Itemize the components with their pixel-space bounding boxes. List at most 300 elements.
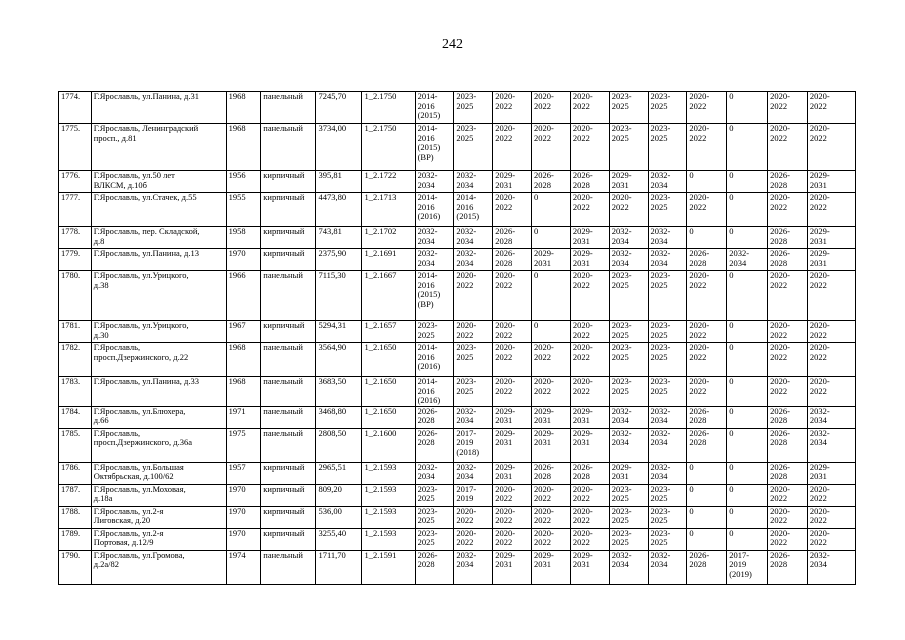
cell-address: Г.Ярославль, ул.Панина, д.33 <box>91 377 226 407</box>
cell-period-7: 2023- 2025 <box>648 506 687 528</box>
cell-period-4: 0 <box>532 227 571 249</box>
cell-year-built: 1968 <box>226 377 261 407</box>
cell-object-code: 1_2.1650 <box>362 343 415 377</box>
cell-period-7: 2032- 2034 <box>648 550 687 584</box>
cell-period-1: 2023- 2025 <box>415 484 454 506</box>
cell-period-1: 2032- 2034 <box>415 171 454 193</box>
cell-period-11: 2032- 2034 <box>807 550 855 584</box>
cell-period-7: 2023- 2025 <box>648 528 687 550</box>
cell-period-11: 2020- 2022 <box>807 271 855 321</box>
cell-object-code: 1_2.1750 <box>362 124 415 171</box>
page-number: 242 <box>442 37 463 52</box>
table-row <box>59 462 856 484</box>
cell-period-3: 2020- 2022 <box>493 343 532 377</box>
cell-period-5: 2026- 2028 <box>570 462 609 484</box>
cell-period-3: 2020- 2022 <box>493 92 532 124</box>
cell-period-10: 2020- 2022 <box>768 377 808 407</box>
cell-wall-material: панельный <box>261 428 316 462</box>
cell-period-2: 2032- 2034 <box>454 550 493 584</box>
cell-address: Г.Ярославль, ул.Стачек, д.55 <box>91 193 226 227</box>
cell-row-number: 1779. <box>59 249 92 271</box>
cell-area: 7245,70 <box>316 92 362 124</box>
cell-period-8: 0 <box>687 171 727 193</box>
cell-period-4: 2029- 2031 <box>532 406 571 428</box>
cell-period-7: 2032- 2034 <box>648 227 687 249</box>
cell-period-3: 2020- 2022 <box>493 321 532 343</box>
cell-period-5: 2020- 2022 <box>570 193 609 227</box>
cell-period-8: 2020- 2022 <box>687 271 727 321</box>
cell-period-8: 2020- 2022 <box>687 343 727 377</box>
cell-period-10: 2026- 2028 <box>768 406 808 428</box>
cell-row-number: 1785. <box>59 428 92 462</box>
cell-period-11: 2029- 2031 <box>807 171 855 193</box>
cell-period-1: 2026- 2028 <box>415 428 454 462</box>
cell-object-code: 1_2.1750 <box>362 92 415 124</box>
cell-period-9: 0 <box>727 271 768 321</box>
cell-wall-material: кирпичный <box>261 193 316 227</box>
cell-period-6: 2023- 2025 <box>609 377 648 407</box>
cell-year-built: 1968 <box>226 92 261 124</box>
cell-area: 395,81 <box>316 171 362 193</box>
cell-period-1: 2014- 2016 (2015) (ВР) <box>415 124 454 171</box>
cell-period-9: 0 <box>727 377 768 407</box>
cell-area: 3564,90 <box>316 343 362 377</box>
cell-period-1: 2014- 2016 (2016) <box>415 377 454 407</box>
cell-wall-material: панельный <box>261 550 316 584</box>
cell-wall-material: кирпичный <box>261 462 316 484</box>
cell-period-11: 2020- 2022 <box>807 124 855 171</box>
cell-period-9: 0 <box>727 462 768 484</box>
cell-area: 1711,70 <box>316 550 362 584</box>
table-row <box>59 271 856 321</box>
cell-period-4: 2020- 2022 <box>532 377 571 407</box>
cell-period-7: 2023- 2025 <box>648 321 687 343</box>
cell-year-built: 1968 <box>226 124 261 171</box>
cell-period-8: 2020- 2022 <box>687 92 727 124</box>
cell-period-3: 2020- 2022 <box>493 124 532 171</box>
table-row <box>59 506 856 528</box>
table-row <box>59 528 856 550</box>
cell-area: 536,00 <box>316 506 362 528</box>
cell-period-8: 2026- 2028 <box>687 406 727 428</box>
cell-period-10: 2026- 2028 <box>768 171 808 193</box>
cell-row-number: 1774. <box>59 92 92 124</box>
cell-period-6: 2023- 2025 <box>609 92 648 124</box>
cell-period-4: 2020- 2022 <box>532 484 571 506</box>
cell-period-11: 2020- 2022 <box>807 528 855 550</box>
cell-period-4: 2020- 2022 <box>532 343 571 377</box>
cell-period-2: 2023- 2025 <box>454 377 493 407</box>
table-row <box>59 484 856 506</box>
cell-period-9: 0 <box>727 171 768 193</box>
cell-period-8: 2026- 2028 <box>687 249 727 271</box>
cell-area: 3468,80 <box>316 406 362 428</box>
cell-row-number: 1788. <box>59 506 92 528</box>
cell-period-8: 0 <box>687 462 727 484</box>
cell-period-4: 0 <box>532 271 571 321</box>
cell-period-8: 0 <box>687 528 727 550</box>
cell-period-4: 2020- 2022 <box>532 506 571 528</box>
cell-period-4: 2020- 2022 <box>532 92 571 124</box>
cell-period-7: 2023- 2025 <box>648 92 687 124</box>
cell-area: 4473,80 <box>316 193 362 227</box>
cell-period-6: 2023- 2025 <box>609 271 648 321</box>
cell-wall-material: кирпичный <box>261 321 316 343</box>
cell-period-10: 2026- 2028 <box>768 462 808 484</box>
table-row <box>59 193 856 227</box>
cell-address: Г.Ярославль, Ленинградский просп., д.81 <box>91 124 226 171</box>
cell-period-10: 2020- 2022 <box>768 484 808 506</box>
cell-period-4: 2029- 2031 <box>532 428 571 462</box>
cell-object-code: 1_2.1593 <box>362 506 415 528</box>
cell-period-9: 0 <box>727 428 768 462</box>
cell-year-built: 1974 <box>226 550 261 584</box>
cell-period-1: 2023- 2025 <box>415 321 454 343</box>
cell-period-11: 2032- 2034 <box>807 428 855 462</box>
cell-period-6: 2032- 2034 <box>609 550 648 584</box>
cell-period-9: 0 <box>727 193 768 227</box>
cell-object-code: 1_2.1593 <box>362 462 415 484</box>
cell-period-8: 2020- 2022 <box>687 193 727 227</box>
cell-period-1: 2023- 2025 <box>415 528 454 550</box>
cell-year-built: 1970 <box>226 506 261 528</box>
cell-period-5: 2020- 2022 <box>570 377 609 407</box>
cell-period-10: 2020- 2022 <box>768 528 808 550</box>
cell-period-9: 0 <box>727 528 768 550</box>
cell-area: 809,20 <box>316 484 362 506</box>
cell-period-2: 2032- 2034 <box>454 227 493 249</box>
cell-period-1: 2032- 2034 <box>415 462 454 484</box>
cell-period-7: 2032- 2034 <box>648 406 687 428</box>
cell-area: 2808,50 <box>316 428 362 462</box>
cell-period-10: 2020- 2022 <box>768 343 808 377</box>
cell-period-10: 2020- 2022 <box>768 92 808 124</box>
table-row <box>59 377 856 407</box>
cell-period-2: 2032- 2034 <box>454 171 493 193</box>
cell-period-3: 2029- 2031 <box>493 428 532 462</box>
cell-period-8: 0 <box>687 506 727 528</box>
cell-period-10: 2020- 2022 <box>768 506 808 528</box>
cell-period-1: 2014- 2016 (2016) <box>415 343 454 377</box>
cell-period-5: 2029- 2031 <box>570 406 609 428</box>
cell-year-built: 1968 <box>226 343 261 377</box>
cell-address: Г.Ярославль, ул.Большая Октябрьская, д.100/62 <box>91 462 226 484</box>
cell-row-number: 1781. <box>59 321 92 343</box>
cell-year-built: 1970 <box>226 249 261 271</box>
cell-wall-material: кирпичный <box>261 528 316 550</box>
cell-period-5: 2029- 2031 <box>570 550 609 584</box>
cell-period-8: 2026- 2028 <box>687 550 727 584</box>
cell-period-11: 2020- 2022 <box>807 506 855 528</box>
cell-period-5: 2029- 2031 <box>570 227 609 249</box>
cell-address: Г.Ярославль, ул.Блюхера, д.66 <box>91 406 226 428</box>
cell-period-2: 2017- 2019 (2018) <box>454 428 493 462</box>
cell-period-7: 2023- 2025 <box>648 124 687 171</box>
cell-address: Г.Ярославль, ул.Панина, д.31 <box>91 92 226 124</box>
cell-address: Г.Ярославль, ул.Урицкого, д.38 <box>91 271 226 321</box>
cell-row-number: 1784. <box>59 406 92 428</box>
cell-period-8: 2026- 2028 <box>687 428 727 462</box>
cell-period-10: 2020- 2022 <box>768 124 808 171</box>
cell-period-4: 2026- 2028 <box>532 171 571 193</box>
cell-row-number: 1777. <box>59 193 92 227</box>
cell-period-10: 2020- 2022 <box>768 193 808 227</box>
table-row <box>59 428 856 462</box>
cell-period-6: 2023- 2025 <box>609 321 648 343</box>
cell-period-6: 2023- 2025 <box>609 528 648 550</box>
cell-year-built: 1971 <box>226 406 261 428</box>
cell-period-11: 2029- 2031 <box>807 462 855 484</box>
cell-period-1: 2032- 2034 <box>415 227 454 249</box>
cell-period-5: 2029- 2031 <box>570 428 609 462</box>
cell-row-number: 1787. <box>59 484 92 506</box>
cell-period-11: 2032- 2034 <box>807 406 855 428</box>
cell-year-built: 1966 <box>226 271 261 321</box>
table-row <box>59 343 856 377</box>
cell-period-7: 2032- 2034 <box>648 428 687 462</box>
cell-period-3: 2020- 2022 <box>493 193 532 227</box>
cell-object-code: 1_2.1600 <box>362 428 415 462</box>
cell-object-code: 1_2.1722 <box>362 171 415 193</box>
cell-period-7: 2023- 2025 <box>648 343 687 377</box>
cell-period-4: 2026- 2028 <box>532 462 571 484</box>
cell-period-2: 2020- 2022 <box>454 271 493 321</box>
cell-period-5: 2020- 2022 <box>570 343 609 377</box>
cell-period-3: 2020- 2022 <box>493 377 532 407</box>
cell-wall-material: кирпичный <box>261 484 316 506</box>
cell-period-5: 2020- 2022 <box>570 92 609 124</box>
cell-year-built: 1970 <box>226 484 261 506</box>
cell-address: Г.Ярославль, ул.2-я Лиговская, д.20 <box>91 506 226 528</box>
cell-row-number: 1790. <box>59 550 92 584</box>
cell-period-3: 2020- 2022 <box>493 506 532 528</box>
cell-period-10: 2026- 2028 <box>768 550 808 584</box>
cell-year-built: 1958 <box>226 227 261 249</box>
cell-period-8: 2020- 2022 <box>687 377 727 407</box>
cell-wall-material: панельный <box>261 343 316 377</box>
cell-wall-material: кирпичный <box>261 171 316 193</box>
cell-period-9: 0 <box>727 506 768 528</box>
table-row <box>59 171 856 193</box>
cell-period-7: 2032- 2034 <box>648 249 687 271</box>
cell-area: 5294,31 <box>316 321 362 343</box>
cell-period-4: 2029- 2031 <box>532 249 571 271</box>
cell-year-built: 1975 <box>226 428 261 462</box>
cell-period-11: 2020- 2022 <box>807 92 855 124</box>
cell-address: Г.Ярославль, ул.50 лет ВЛКСМ, д.10б <box>91 171 226 193</box>
cell-object-code: 1_2.1667 <box>362 271 415 321</box>
cell-period-8: 0 <box>687 484 727 506</box>
cell-row-number: 1783. <box>59 377 92 407</box>
cell-address: Г.Ярославль, ул.Громова, д.2а/82 <box>91 550 226 584</box>
cell-period-6: 2032- 2034 <box>609 227 648 249</box>
cell-period-7: 2023- 2025 <box>648 484 687 506</box>
cell-period-3: 2029- 2031 <box>493 550 532 584</box>
cell-period-11: 2020- 2022 <box>807 484 855 506</box>
cell-year-built: 1970 <box>226 528 261 550</box>
cell-period-2: 2023- 2025 <box>454 343 493 377</box>
cell-year-built: 1967 <box>226 321 261 343</box>
cell-period-1: 2014- 2016 (2015) <box>415 92 454 124</box>
cell-area: 743,81 <box>316 227 362 249</box>
cell-period-6: 2029- 2031 <box>609 171 648 193</box>
cell-address: Г.Ярославль, ул.Моховая, д.18а <box>91 484 226 506</box>
cell-period-10: 2020- 2022 <box>768 271 808 321</box>
cell-row-number: 1776. <box>59 171 92 193</box>
cell-wall-material: панельный <box>261 406 316 428</box>
cell-address: Г.Ярославль, просп.Дзержинского, д.22 <box>91 343 226 377</box>
cell-period-9: 2017- 2019 (2019) <box>727 550 768 584</box>
cell-period-10: 2026- 2028 <box>768 249 808 271</box>
cell-wall-material: панельный <box>261 271 316 321</box>
cell-address: Г.Ярославль, пер. Складской, д.8 <box>91 227 226 249</box>
cell-address: Г.Ярославль, просп.Дзержинского, д.36а <box>91 428 226 462</box>
cell-period-3: 2029- 2031 <box>493 462 532 484</box>
cell-period-2: 2023- 2025 <box>454 92 493 124</box>
cell-period-1: 2023- 2025 <box>415 506 454 528</box>
cell-object-code: 1_2.1593 <box>362 484 415 506</box>
cell-row-number: 1775. <box>59 124 92 171</box>
cell-wall-material: панельный <box>261 124 316 171</box>
cell-period-5: 2020- 2022 <box>570 124 609 171</box>
cell-row-number: 1778. <box>59 227 92 249</box>
cell-object-code: 1_2.1702 <box>362 227 415 249</box>
cell-period-4: 2029- 2031 <box>532 550 571 584</box>
cell-year-built: 1956 <box>226 171 261 193</box>
cell-wall-material: кирпичный <box>261 249 316 271</box>
cell-area: 3255,40 <box>316 528 362 550</box>
cell-year-built: 1955 <box>226 193 261 227</box>
table-row <box>59 249 856 271</box>
cell-period-2: 2020- 2022 <box>454 506 493 528</box>
cell-period-3: 2026- 2028 <box>493 249 532 271</box>
cell-period-6: 2023- 2025 <box>609 343 648 377</box>
cell-period-2: 2032- 2034 <box>454 406 493 428</box>
cell-period-10: 2026- 2028 <box>768 227 808 249</box>
cell-period-9: 0 <box>727 343 768 377</box>
cell-period-6: 2032- 2034 <box>609 406 648 428</box>
cell-period-3: 2020- 2022 <box>493 484 532 506</box>
cell-period-6: 2032- 2034 <box>609 428 648 462</box>
table-row <box>59 227 856 249</box>
cell-period-1: 2032- 2034 <box>415 249 454 271</box>
cell-period-1: 2026- 2028 <box>415 406 454 428</box>
cell-year-built: 1957 <box>226 462 261 484</box>
cell-period-7: 2032- 2034 <box>648 171 687 193</box>
cell-wall-material: кирпичный <box>261 506 316 528</box>
cell-period-6: 2023- 2025 <box>609 506 648 528</box>
cell-period-7: 2023- 2025 <box>648 377 687 407</box>
cell-period-8: 0 <box>687 227 727 249</box>
cell-period-2: 2020- 2022 <box>454 528 493 550</box>
cell-period-5: 2020- 2022 <box>570 271 609 321</box>
cell-row-number: 1782. <box>59 343 92 377</box>
cell-wall-material: панельный <box>261 92 316 124</box>
cell-period-11: 2020- 2022 <box>807 377 855 407</box>
cell-period-9: 0 <box>727 484 768 506</box>
cell-period-5: 2020- 2022 <box>570 321 609 343</box>
cell-object-code: 1_2.1657 <box>362 321 415 343</box>
cell-object-code: 1_2.1591 <box>362 550 415 584</box>
cell-period-1: 2026- 2028 <box>415 550 454 584</box>
cell-address: Г.Ярославль, ул.Панина, д.13 <box>91 249 226 271</box>
cell-period-6: 2032- 2034 <box>609 249 648 271</box>
cell-period-11: 2020- 2022 <box>807 321 855 343</box>
cell-wall-material: панельный <box>261 377 316 407</box>
cell-period-7: 2023- 2025 <box>648 193 687 227</box>
cell-period-9: 0 <box>727 321 768 343</box>
cell-period-2: 2032- 2034 <box>454 462 493 484</box>
cell-period-2: 2032- 2034 <box>454 249 493 271</box>
cell-object-code: 1_2.1650 <box>362 377 415 407</box>
cell-period-1: 2014- 2016 (2016) <box>415 193 454 227</box>
cell-period-5: 2026- 2028 <box>570 171 609 193</box>
cell-period-4: 0 <box>532 321 571 343</box>
cell-period-6: 2023- 2025 <box>609 124 648 171</box>
table-row <box>59 321 856 343</box>
cell-address: Г.Ярославль, ул.2-я Портовая, д.12/9 <box>91 528 226 550</box>
cell-period-6: 2020- 2022 <box>609 193 648 227</box>
cell-period-5: 2020- 2022 <box>570 484 609 506</box>
cell-period-11: 2029- 2031 <box>807 249 855 271</box>
cell-area: 2375,90 <box>316 249 362 271</box>
cell-period-11: 2020- 2022 <box>807 343 855 377</box>
cell-period-11: 2029- 2031 <box>807 227 855 249</box>
cell-period-9: 0 <box>727 124 768 171</box>
cell-period-7: 2032- 2034 <box>648 462 687 484</box>
cell-period-5: 2029- 2031 <box>570 249 609 271</box>
cell-period-10: 2026- 2028 <box>768 428 808 462</box>
cell-object-code: 1_2.1691 <box>362 249 415 271</box>
repair-schedule-table <box>58 91 856 585</box>
cell-address: Г.Ярославль, ул.Урицкого, д.30 <box>91 321 226 343</box>
cell-object-code: 1_2.1713 <box>362 193 415 227</box>
cell-row-number: 1780. <box>59 271 92 321</box>
cell-period-4: 0 <box>532 193 571 227</box>
cell-period-4: 2020- 2022 <box>532 528 571 550</box>
cell-period-4: 2020- 2022 <box>532 124 571 171</box>
cell-period-10: 2020- 2022 <box>768 321 808 343</box>
cell-row-number: 1789. <box>59 528 92 550</box>
cell-period-9: 0 <box>727 92 768 124</box>
cell-wall-material: кирпичный <box>261 227 316 249</box>
cell-period-1: 2014- 2016 (2015) (ВР) <box>415 271 454 321</box>
cell-area: 3734,00 <box>316 124 362 171</box>
cell-period-3: 2020- 2022 <box>493 271 532 321</box>
cell-period-7: 2023- 2025 <box>648 271 687 321</box>
cell-period-3: 2026- 2028 <box>493 227 532 249</box>
table-row <box>59 124 856 171</box>
cell-period-3: 2029- 2031 <box>493 171 532 193</box>
cell-period-6: 2023- 2025 <box>609 484 648 506</box>
cell-period-2: 2020- 2022 <box>454 321 493 343</box>
cell-area: 3683,50 <box>316 377 362 407</box>
table-row <box>59 550 856 584</box>
cell-period-5: 2020- 2022 <box>570 528 609 550</box>
cell-period-3: 2029- 2031 <box>493 406 532 428</box>
cell-period-3: 2020- 2022 <box>493 528 532 550</box>
cell-period-5: 2020- 2022 <box>570 506 609 528</box>
cell-period-2: 2023- 2025 <box>454 124 493 171</box>
cell-period-9: 0 <box>727 406 768 428</box>
cell-object-code: 1_2.1593 <box>362 528 415 550</box>
cell-period-11: 2020- 2022 <box>807 193 855 227</box>
cell-area: 7115,30 <box>316 271 362 321</box>
cell-period-2: 2017- 2019 <box>454 484 493 506</box>
table-row <box>59 92 856 124</box>
cell-period-9: 2032- 2034 <box>727 249 768 271</box>
cell-period-2: 2014- 2016 (2015) <box>454 193 493 227</box>
